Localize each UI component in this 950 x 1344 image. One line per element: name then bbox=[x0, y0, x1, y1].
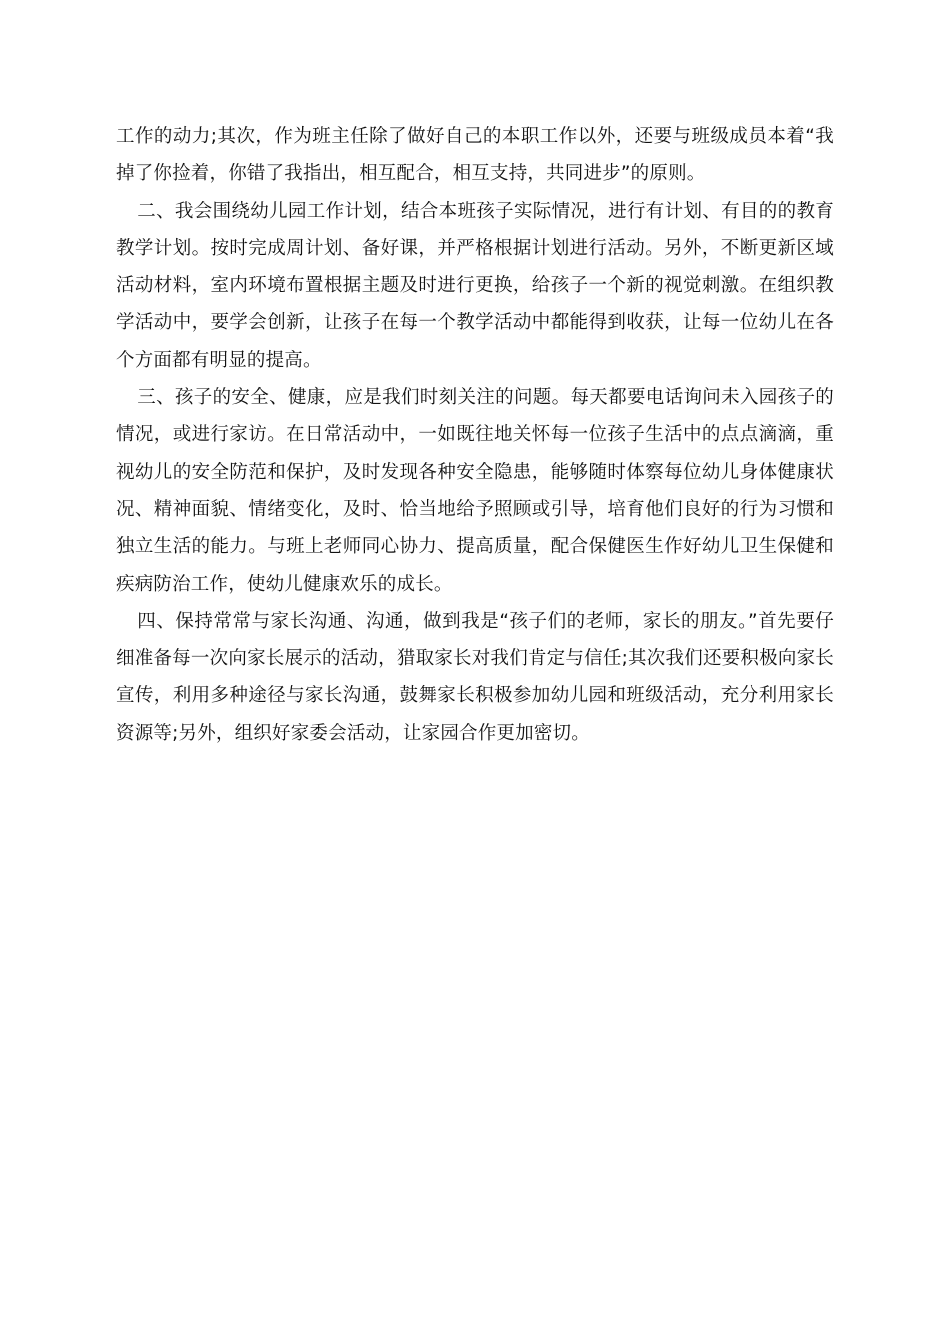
paragraph-continuation: 工作的动力;其次，作为班主任除了做好自己的本职工作以外，还要与班级成员本着“我掉了你捡着，你错了我指出，相互配合，相互支持，共同进步”的原则。 bbox=[116, 126, 834, 185]
body-text bbox=[116, 118, 834, 752]
paragraph-section-three: 三、孩子的安全、健康，应是我们时刻关注的问题。每天都要电话询问未入园孩子的情况，或进行家访。在日常活动中，一如既往地关怀每一位孩子生活中的点点滴滴，重视幼儿的安全防范和保护，及时发现各种安全隐患，能够随时体察每位幼儿身体健康状况、精神面貌、情绪变化，及时、恰当地给予照顾或引导，培育他们良好的行为习惯和独立生活的能力。与班上老师同心协力、提高质量，配合保健医生作好幼儿卫生保健和疾病防治工作，使幼儿健康欢乐的成长。 bbox=[116, 387, 834, 595]
paragraph-section-two: 二、我会围绕幼儿园工作计划，结合本班孩子实际情况，进行有计划、有目的的教育教学计划。按时完成周计划、备好课，并严格根据计划进行活动。另外，不断更新区域活动材料，室内环境布置根据主题及时进行更换，给孩子一个新的视觉刺激。在组织教学活动中，要学会创新，让孩子在每一个教学活动中都能得到收获，让每一位幼儿在各个方面都有明显的提高。 bbox=[116, 200, 834, 371]
paragraph-section-four: 四、保持常常与家长沟通、沟通，做到我是“孩子们的老师，家长的朋友。”首先要仔细准备每一次向家长展示的活动，猎取家长对我们肯定与信任;其次我们还要积极向家长宣传，利用多种途径与家长沟通，鼓舞家长积极参加幼儿园和班级活动，充分利用家长资源等;另外，组织好家委会活动，让家园合作更加密切。 bbox=[116, 610, 834, 744]
